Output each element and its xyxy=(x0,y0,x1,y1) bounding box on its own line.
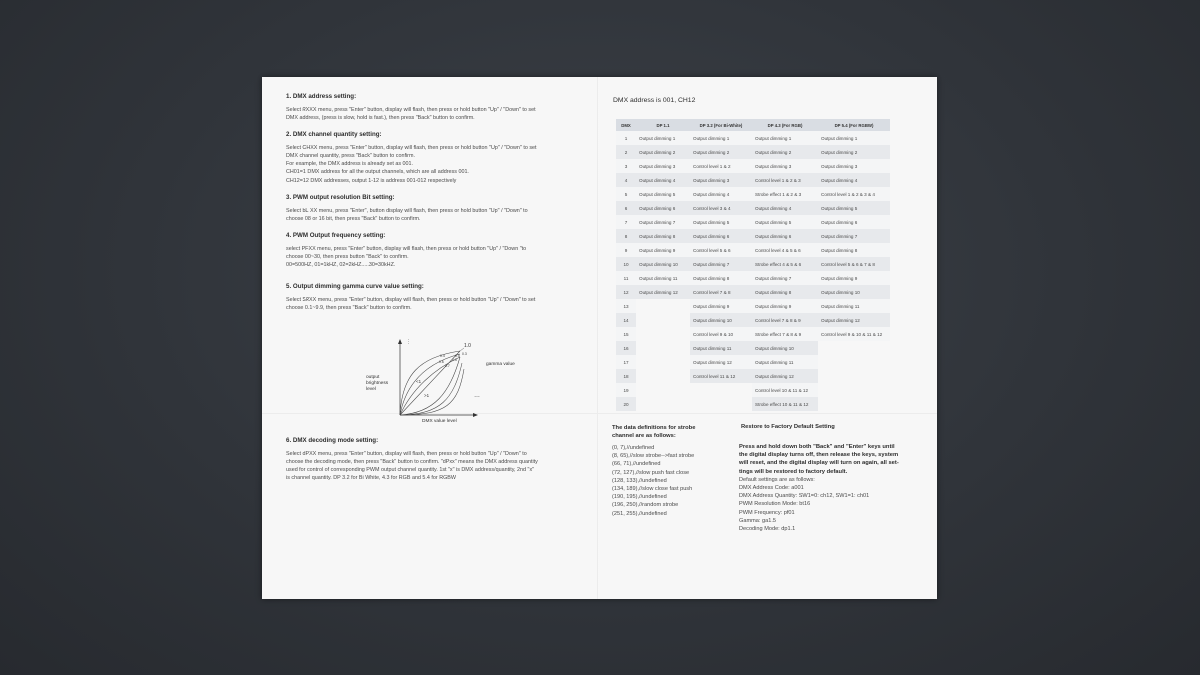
table-cell: Output dimming 8 xyxy=(752,285,818,299)
table-cell: Output dimming 9 xyxy=(636,243,690,257)
table-cell: Control level 5 & 6 xyxy=(690,243,752,257)
table-cell: Output dimming 11 xyxy=(690,341,752,355)
text-line: For example, the DMX address is already set as 001. xyxy=(286,161,414,168)
column-header: DP 1.1 xyxy=(636,119,690,131)
strobe-line: (66, 71),//undefined xyxy=(612,461,661,468)
table-cell: Output dimming 9 xyxy=(752,299,818,313)
table-row xyxy=(616,229,890,243)
table-cell: Output dimming 8 xyxy=(636,229,690,243)
text-line: choose the decoding mode, then press "Back" button to confirm. "dPxx" means the DMX address quantity xyxy=(286,459,538,466)
table-cell: Output dimming 3 xyxy=(636,159,690,173)
strobe-line: (8, 65),//slow strobe-->fast strobe xyxy=(612,453,695,460)
table-cell xyxy=(818,355,890,369)
table-cell: Output dimming 3 xyxy=(752,159,818,173)
gamma-label: 0.4 xyxy=(440,354,445,358)
gamma-label: 0.5 xyxy=(455,354,460,358)
dmx-number-cell: 15 xyxy=(616,327,636,341)
column-header: DP 5.4 (For RGBW) xyxy=(818,119,890,131)
text-line: Select ᖇXXX menu, press "Enter" button, display will flash, then press or hold button "Up" / "Down" to set xyxy=(286,107,536,113)
table-cell: Output dimming 3 xyxy=(818,159,890,173)
text-line: choose 08 or 16 bit, then press "Back" button to confirm. xyxy=(286,215,421,222)
dmx-number-cell: 3 xyxy=(616,159,636,173)
table-cell: Output dimming 1 xyxy=(818,131,890,145)
section-title: 4. PWM Output frequency setting: xyxy=(286,231,386,239)
table-cell: Strobe effect 7 & 8 & 9 xyxy=(752,327,818,341)
strobe-line: (128, 133),//undefined xyxy=(612,477,667,484)
dmx-decoding-table xyxy=(616,119,890,411)
gamma-curve xyxy=(400,357,460,415)
section-text xyxy=(286,106,591,122)
table-cell xyxy=(636,355,690,369)
dmx-number-cell: 5 xyxy=(616,187,636,201)
table-row xyxy=(616,145,890,159)
table-cell xyxy=(636,369,690,383)
table-cell: Output dimming 2 xyxy=(752,145,818,159)
text-line: DMX channel quantity, press "Back" button to confirm. xyxy=(286,153,415,160)
y-axis-label: level xyxy=(366,387,376,392)
table-cell: Output dimming 4 xyxy=(818,173,890,187)
section-pwm-resolution xyxy=(286,194,591,223)
restore-defaults xyxy=(739,424,919,533)
dmx-number-cell: 1 xyxy=(616,131,636,145)
y-axis-arrow-icon xyxy=(398,339,402,344)
restore-instruction: Press and hold down both "Back" and "Enter" keys until xyxy=(739,444,895,450)
dmx-number-cell: 6 xyxy=(616,201,636,215)
section-text xyxy=(286,207,591,223)
vertical-dots: ⋮ xyxy=(406,339,411,345)
table-cell: Output dimming 4 xyxy=(752,201,818,215)
table-row xyxy=(616,285,890,299)
table-row xyxy=(616,355,890,369)
restore-instruction: tings will be restored to factory default. xyxy=(739,468,848,475)
table-body xyxy=(616,131,890,411)
dmx-number-cell: 9 xyxy=(616,243,636,257)
column-header: DP 4.3 (For RGB) xyxy=(752,119,818,131)
text-line: Select ᏟHXX menu, press "Enter" button, display will flash, then press or hold button "Up" / "Down" to set xyxy=(286,145,537,152)
gamma-label: >1 xyxy=(424,393,430,398)
default-setting: DMX Address Code: a001 xyxy=(739,485,804,492)
table-cell: Output dimming 7 xyxy=(818,229,890,243)
section-decoding-mode xyxy=(286,437,591,482)
dmx-number-cell: 2 xyxy=(616,145,636,159)
default-setting: Decoding Mode: dp1.1 xyxy=(739,526,796,533)
table-cell: Control level 11 & 12 xyxy=(690,369,752,383)
table-row xyxy=(616,313,890,327)
strobe-line: (72, 127),//slow push fast close xyxy=(612,469,690,476)
table-cell: Output dimming 5 xyxy=(636,187,690,201)
table-row xyxy=(616,397,890,411)
table-cell: Output dimming 2 xyxy=(690,145,752,159)
table-cell: Output dimming 6 xyxy=(752,229,818,243)
table-cell: Control level 7 & 8 xyxy=(690,285,752,299)
section-title: 3. PWM output resolution Bit setting: xyxy=(286,193,395,201)
table-cell: Output dimming 8 xyxy=(818,243,890,257)
section-title: 2. DMX channel quantity setting: xyxy=(286,131,382,139)
table-row xyxy=(616,299,890,313)
section-text xyxy=(286,245,591,269)
table-cell: Output dimming 4 xyxy=(690,187,752,201)
table-row xyxy=(616,215,890,229)
table-cell: Control level 5 & 6 & 7 & 8 xyxy=(818,257,890,271)
table-row xyxy=(616,383,890,397)
manual-sheet xyxy=(262,77,937,599)
column-header: DMX xyxy=(616,119,636,131)
table-cell: Strobe effect 10 & 11 & 12 xyxy=(752,397,818,411)
table-cell: Output dimming 8 xyxy=(690,271,752,285)
table-row xyxy=(616,131,890,145)
table-cell xyxy=(636,327,690,341)
section-dmx-address xyxy=(286,93,591,122)
dmx-number-cell: 7 xyxy=(616,215,636,229)
table-cell: Strobe effect 1 & 2 & 3 xyxy=(752,187,818,201)
table-cell: Control level 1 & 2 xyxy=(690,159,752,173)
y-axis-label: output xyxy=(366,375,380,380)
table-cell: Output dimming 12 xyxy=(690,355,752,369)
text-line: Select bᏞ XX menu, press "Enter", button display will flash, then press or hold button "Up" / "Down" to xyxy=(286,207,528,214)
table-cell: Output dimming 7 xyxy=(636,215,690,229)
table-row xyxy=(616,369,890,383)
table-header-row xyxy=(616,119,890,131)
text-line: Select ᏚᖇXX menu, press "Enter" button, display will flash, then press or hold button "Up" / "Down" to set xyxy=(286,297,536,304)
default-setting: PWM Resolution Mode: bt16 xyxy=(739,501,811,508)
dmx-number-cell: 17 xyxy=(616,355,636,369)
table-cell xyxy=(636,299,690,313)
table-cell: Output dimming 5 xyxy=(818,201,890,215)
gamma-curve xyxy=(400,351,460,415)
restore-title: Restore to Factory Default Setting xyxy=(741,424,835,430)
dmx-number-cell: 8 xyxy=(616,229,636,243)
text-line: CH01=1 DMX address for all the output channels, which are all address 001. xyxy=(286,169,469,176)
table-cell: Output dimming 9 xyxy=(690,299,752,313)
dmx-number-cell: 19 xyxy=(616,383,636,397)
table-row xyxy=(616,341,890,355)
default-setting: Gamma: ga1.5 xyxy=(739,517,776,524)
strobe-title xyxy=(612,424,732,440)
table-row xyxy=(616,257,890,271)
table-cell: Control level 7 & 8 & 9 xyxy=(752,313,818,327)
table-cell xyxy=(818,369,890,383)
table-row xyxy=(616,327,890,341)
table-cell: Control level 9 & 10 & 11 & 12 xyxy=(818,327,890,341)
section-channel-quantity xyxy=(286,131,591,184)
title-line: channel are as follows: xyxy=(612,433,676,439)
center-fold xyxy=(597,77,599,599)
table-cell: Output dimming 1 xyxy=(690,131,752,145)
dmx-number-cell: 14 xyxy=(616,313,636,327)
table-cell: Control level 9 & 10 xyxy=(690,327,752,341)
section-title: 1. DMX address setting: xyxy=(286,93,357,100)
table-cell: Output dimming 5 xyxy=(690,215,752,229)
table-row xyxy=(616,173,890,187)
strobe-line: (190, 195),//undefined xyxy=(612,494,667,501)
dmx-number-cell: 20 xyxy=(616,397,636,411)
left-column xyxy=(286,93,591,321)
table-cell: Output dimming 12 xyxy=(636,285,690,299)
table-cell: Control level 4 & 5 & 6 xyxy=(752,243,818,257)
gamma-label: 1.0 xyxy=(464,343,471,349)
table-cell: Output dimming 11 xyxy=(752,355,818,369)
default-setting: Default settings are as follows: xyxy=(739,476,815,483)
table-cell: Strobe effect 4 & 5 & 6 xyxy=(752,257,818,271)
text-line: DMX address, (press is slow, hold is fast.), then press "Back" button to confirm. xyxy=(286,115,475,122)
gamma-label: 0.6 xyxy=(439,360,444,364)
title-line: The data definitions for strobe xyxy=(612,425,696,431)
table-cell: Output dimming 10 xyxy=(752,341,818,355)
x-axis-label: DMX value level xyxy=(422,419,457,423)
table-cell: Output dimming 12 xyxy=(752,369,818,383)
table-row xyxy=(616,201,890,215)
section-title: 5. Output dimming gamma curve value setting: xyxy=(286,283,424,291)
table-cell: Output dimming 9 xyxy=(818,271,890,285)
strobe-line: (134, 189),//slow close fast push xyxy=(612,486,693,493)
table-cell: Output dimming 7 xyxy=(690,257,752,271)
x-axis-arrow-icon xyxy=(473,413,478,417)
gamma-curve xyxy=(400,369,464,415)
restore-instruction: will reset, and the digital display will turn on again, all set- xyxy=(739,460,899,467)
text-line: choose 00~30, then press button "Back" to confirm. xyxy=(286,253,409,260)
table-row xyxy=(616,187,890,201)
dmx-number-cell: 11 xyxy=(616,271,636,285)
table-cell: Output dimming 7 xyxy=(752,271,818,285)
section-text xyxy=(286,296,591,312)
section-text xyxy=(286,450,591,482)
column-header: DP 3.2 (For Bi-White) xyxy=(690,119,752,131)
table-cell xyxy=(818,397,890,411)
table-cell: Output dimming 11 xyxy=(636,271,690,285)
table-cell xyxy=(818,383,890,397)
table-cell: Output dimming 6 xyxy=(690,229,752,243)
gamma-label: 0.7 xyxy=(445,364,450,368)
dmx-number-cell: 12 xyxy=(616,285,636,299)
table-cell xyxy=(636,341,690,355)
table-row xyxy=(616,271,890,285)
table-title: DMX address is 001, CH12 xyxy=(613,97,696,104)
text-line: used for control of corresponding PWM output channel quantity. 1st "x" is DMX address/quantity, 2nd "x" xyxy=(286,467,535,474)
table-cell: Output dimming 2 xyxy=(818,145,890,159)
text-line: Select dPXX menu, press "Enter" button, display will flash, then press or hold button "Up" / "Down" to xyxy=(286,451,527,457)
dmx-table-wrap xyxy=(616,119,890,411)
table-cell: Control level 3 & 4 xyxy=(690,201,752,215)
gamma-label: 0.3 xyxy=(462,352,467,356)
gamma-label: <1 xyxy=(416,379,422,384)
table-cell xyxy=(818,341,890,355)
strobe-line: (0, 7),//undefined xyxy=(612,445,655,451)
table-cell: Output dimming 5 xyxy=(752,215,818,229)
table-cell: Control level 1 & 2 & 3 & 4 xyxy=(818,187,890,201)
dmx-number-cell: 18 xyxy=(616,369,636,383)
table-cell: Control level 10 & 11 & 12 xyxy=(752,383,818,397)
dmx-number-cell: 4 xyxy=(616,173,636,187)
dmx-number-cell: 13 xyxy=(616,299,636,313)
strobe-definitions xyxy=(612,424,732,518)
table-cell: Output dimming 1 xyxy=(636,131,690,145)
section-title: 6. DMX decoding mode setting: xyxy=(286,437,379,444)
table-cell: Output dimming 10 xyxy=(636,257,690,271)
text-line: select PFXX menu, press "Enter" button, display will flash, then press or hold button "Up" / "Down "to xyxy=(286,245,527,252)
text-line: choose 0.1~9.9, then press "Back" button to confirm. xyxy=(286,305,412,312)
table-cell: Output dimming 10 xyxy=(690,313,752,327)
strobe-line: (251, 255),//undefined xyxy=(612,510,667,517)
table-cell: Output dimming 10 xyxy=(818,285,890,299)
table-cell xyxy=(636,383,690,397)
dmx-number-cell: 16 xyxy=(616,341,636,355)
table-cell xyxy=(690,397,752,411)
table-row xyxy=(616,159,890,173)
dmx-number-cell: 10 xyxy=(616,257,636,271)
section-gamma xyxy=(286,283,591,312)
table-cell: Output dimming 12 xyxy=(818,313,890,327)
table-cell xyxy=(690,383,752,397)
table-cell: Output dimming 6 xyxy=(636,201,690,215)
horizontal-dots: … xyxy=(474,393,480,399)
gamma-curve-figure xyxy=(364,335,534,423)
default-setting: PWM Frequency: pf01 xyxy=(739,509,795,516)
table-cell: Output dimming 3 xyxy=(690,173,752,187)
text-line: is channel quantity. DP 3.2 for Bi White, 4.3 for RGB and 5.4 for RGBW xyxy=(286,475,456,482)
table-cell: Output dimming 11 xyxy=(818,299,890,313)
table-cell: Output dimming 6 xyxy=(818,215,890,229)
strobe-line: (196, 250),//random strobe xyxy=(612,502,679,509)
section-pwm-frequency xyxy=(286,232,591,269)
table-cell: Output dimming 1 xyxy=(752,131,818,145)
table-cell xyxy=(636,313,690,327)
table-row xyxy=(616,243,890,257)
section-text xyxy=(286,144,591,184)
table-cell: Output dimming 2 xyxy=(636,145,690,159)
y-axis-label: brightness xyxy=(366,381,389,386)
table-cell: Output dimming 4 xyxy=(636,173,690,187)
default-setting: DMX Address Quantity: SW1=0: ch12, SW1=1: ch01 xyxy=(739,493,870,500)
text-line: 00=500HZ, 01=1kHZ, 02=2kHZ.....30=30kHZ. xyxy=(286,262,396,269)
table-cell xyxy=(636,397,690,411)
text-line: CH12=12 DMX addresses, output 1-12 is address 001-012 respectively xyxy=(286,177,457,184)
restore-instruction: the digital display turns off, then release the keys, system xyxy=(739,452,899,459)
table-cell: Control level 1 & 2 & 3 xyxy=(752,173,818,187)
gamma-label: 0.3 xyxy=(452,358,457,362)
curve-label: gamma value xyxy=(486,362,515,367)
